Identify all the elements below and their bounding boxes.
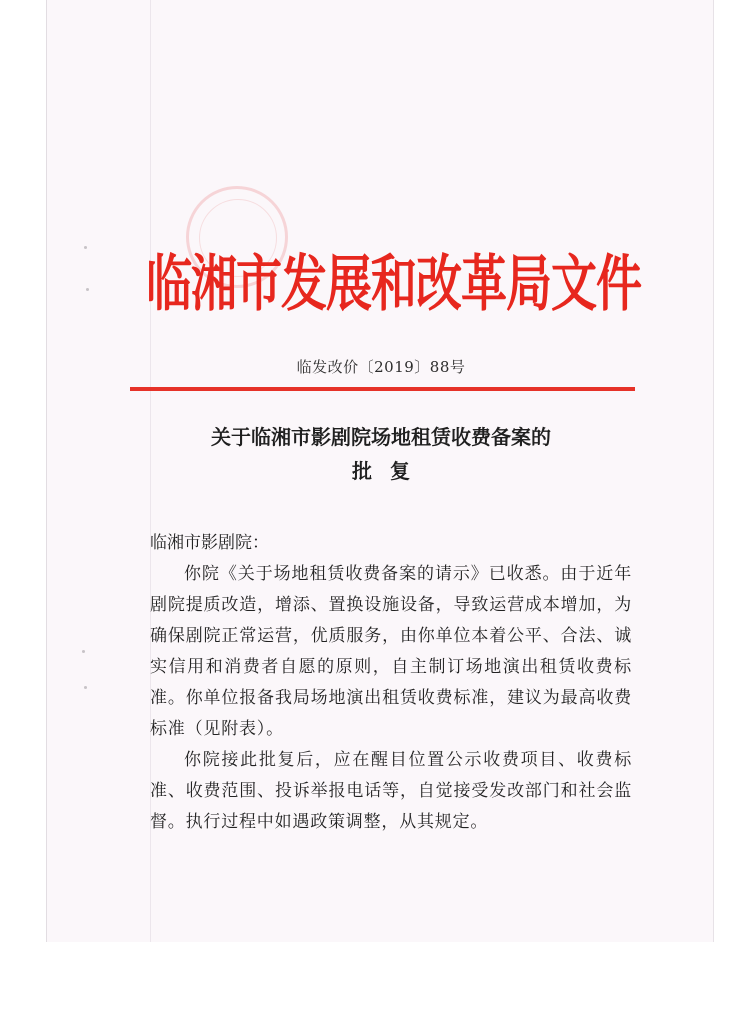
subject-line-2: 批复 bbox=[352, 459, 428, 483]
scan-speck bbox=[82, 650, 85, 653]
document-number: 临发改价〔2019〕88号 bbox=[296, 358, 466, 376]
scan-speck bbox=[84, 246, 87, 249]
document-body bbox=[150, 528, 632, 838]
header-red-rule bbox=[130, 387, 635, 391]
scan-speck bbox=[84, 686, 87, 689]
subject-line-1: 关于临湘市影剧院场地租赁收费备案的 bbox=[211, 425, 551, 449]
document-header-title: 临湘市发展和改革局文件 bbox=[146, 247, 641, 320]
salutation: 临湘市影剧院： bbox=[150, 533, 269, 553]
body-paragraph-1: 你院《关于场地租赁收费备案的请示》已收悉。由于近年剧院提质改造，增添、置换设施设备，导致运营成本增加，为确保剧院正常运营，优质服务，由你单位本着公平、合法、诚实信用和消费者自愿的原则，自主制订场地演出租赁收费标准。你单位报备我局场地演出租赁收费标准，建议为最高收费标准（见附表）。 bbox=[150, 564, 632, 739]
scan-speck bbox=[86, 288, 89, 291]
document-subject bbox=[126, 420, 636, 488]
body-paragraph-2: 你院接此批复后，应在醒目位置公示收费项目、收费标准、收费范围、投诉举报电话等，自觉接受发改部门和社会监督。执行过程中如遇政策调整，从其规定。 bbox=[150, 750, 632, 832]
